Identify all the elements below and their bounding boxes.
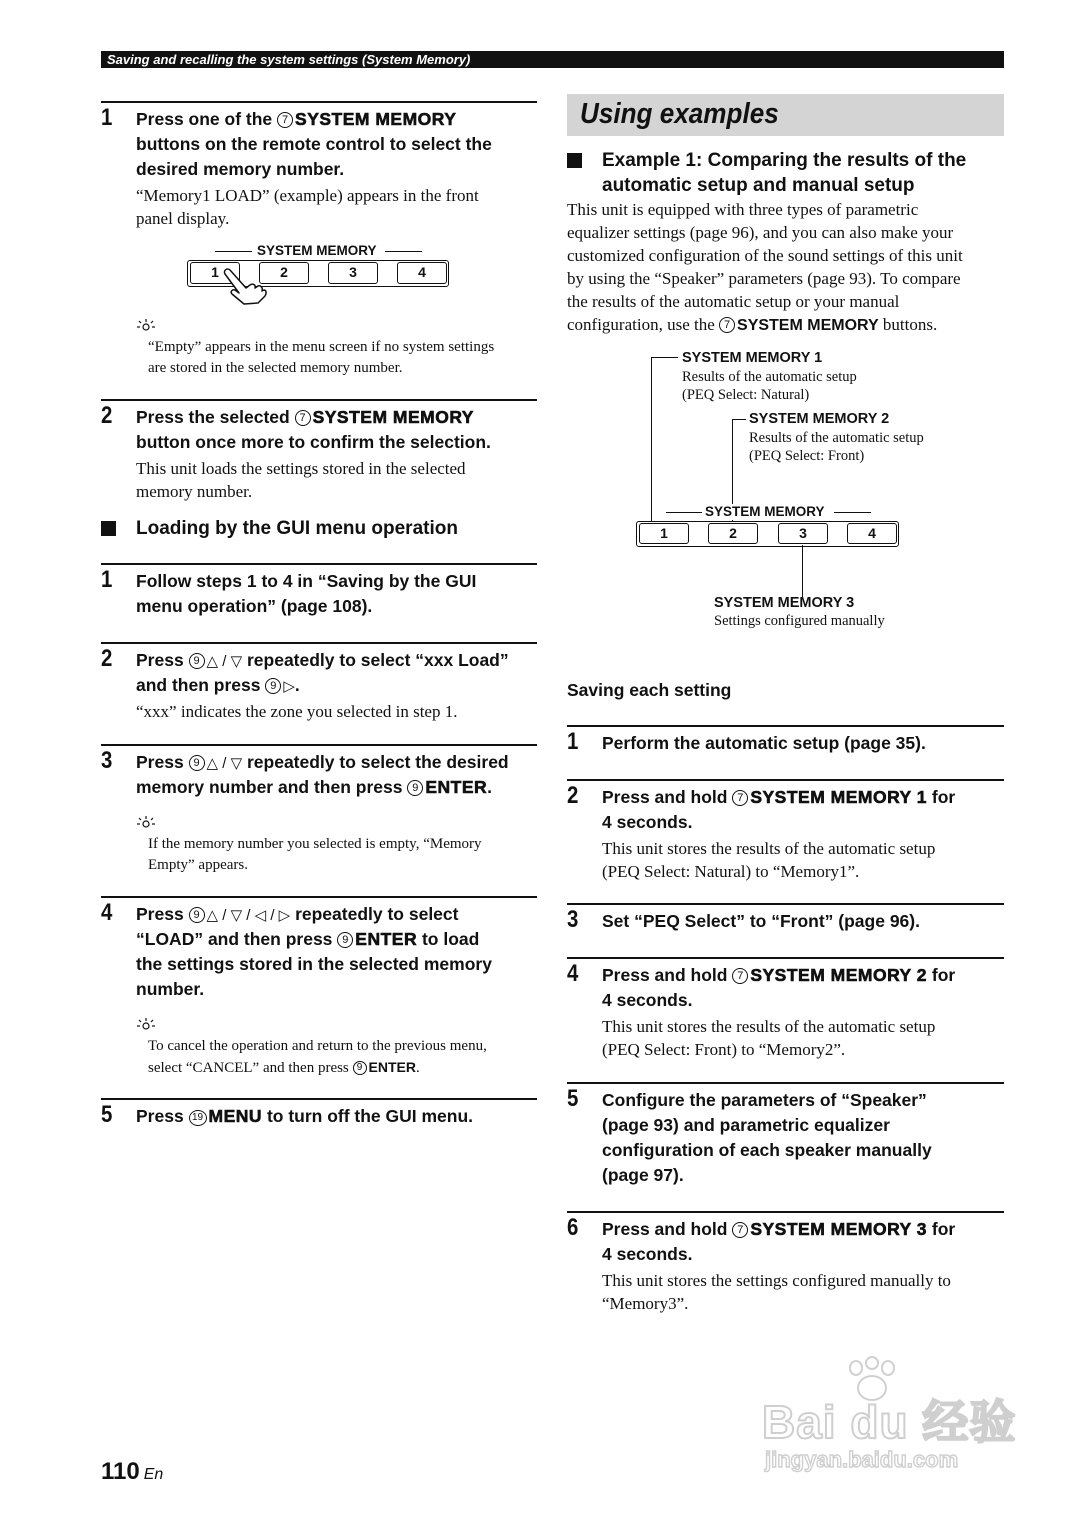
- hint-text: “Empty” appears in the menu screen if no system settings: [148, 339, 495, 355]
- step-rule: [101, 101, 537, 103]
- label-rule: [215, 251, 252, 252]
- hint-icon: [136, 815, 156, 831]
- example-heading: Example 1: Comparing the results of the: [602, 150, 967, 171]
- step-title: [602, 785, 955, 810]
- label-rule: [834, 512, 871, 513]
- step-title-text: to turn off the GUI menu.: [262, 1106, 474, 1126]
- step-number: 2: [101, 402, 113, 429]
- step-rule: [101, 1098, 537, 1100]
- step-rule: [567, 779, 1004, 781]
- step-title-text: memory number and then press: [136, 777, 408, 797]
- step-title-text: Press: [136, 904, 189, 924]
- intro-line: [567, 313, 937, 337]
- step-body: This unit stores the results of the automatic setup: [602, 839, 936, 858]
- step-title-text: .: [294, 675, 300, 695]
- step-rule: [567, 725, 1004, 727]
- step-body: (PEQ Select: Front) to “Memory2”.: [602, 1040, 846, 1059]
- hint-text: To cancel the operation and return to the previous menu,: [148, 1038, 487, 1054]
- step-title-text: Press and hold: [602, 787, 733, 807]
- step-title-line: 4 seconds.: [602, 1244, 693, 1264]
- key-name: SYSTEM MEMORY: [737, 317, 879, 334]
- hint-text-part: .: [415, 1060, 420, 1076]
- step-body: This unit stores the results of the automatic setup: [602, 1017, 936, 1036]
- page-number: [101, 1458, 163, 1486]
- step-title-text: Press and hold: [602, 1219, 733, 1239]
- step-body: “Memory1 LOAD” (example) appears in the front: [136, 186, 479, 205]
- key-name: ENTER: [425, 777, 488, 797]
- step-rule: [101, 642, 537, 644]
- step-title-text: repeatedly to select: [290, 904, 459, 924]
- intro-line: the results of the automatic setup or your manual: [567, 292, 900, 311]
- step-rule: [567, 1211, 1004, 1213]
- memory-button-2: [708, 523, 758, 544]
- step-title-line: the settings stored in the selected memory: [136, 954, 492, 974]
- step-title-line: 4 seconds.: [602, 990, 693, 1010]
- key-name: ENTER: [368, 1059, 416, 1075]
- step-title: [136, 927, 479, 952]
- step-number: 6: [567, 1214, 579, 1241]
- intro-line: This unit is equipped with three types of parametric: [567, 200, 919, 219]
- memory-button-label: 1: [660, 525, 668, 541]
- circled-number: 19: [189, 1110, 207, 1126]
- hint-icon: [136, 318, 156, 334]
- step-rule: [567, 1082, 1004, 1084]
- memory-button-label: 3: [349, 264, 357, 280]
- memory-button-4: [847, 523, 897, 544]
- step-rule: [567, 957, 1004, 959]
- step-title-line: Perform the automatic setup (page 35).: [602, 733, 926, 753]
- step-title-line: (page 93) and parametric equalizer: [602, 1115, 890, 1135]
- step-title-text: .: [487, 777, 493, 797]
- step-title-line: buttons on the remote control to select the: [136, 134, 492, 154]
- step-title-text: for: [927, 1219, 956, 1239]
- step-body: “Memory3”.: [602, 1294, 689, 1313]
- step-title-text: Press one of the: [136, 109, 278, 129]
- page-language: En: [143, 1466, 164, 1483]
- memory-button-label: 2: [280, 264, 288, 280]
- step-number: 2: [567, 782, 579, 809]
- callout-text: Results of the automatic setup: [749, 430, 924, 446]
- memory-button-3: [328, 262, 378, 284]
- step-body: memory number.: [136, 482, 253, 501]
- hint-text: are stored in the selected memory number.: [148, 360, 403, 376]
- step-title-line: Set “PEQ Select” to “Front” (page 96).: [602, 911, 920, 931]
- circled-number: 7: [732, 968, 748, 984]
- circled-number: 9: [189, 907, 205, 923]
- intro-line: by using the “Speaker” parameters (page 93). To compare: [567, 269, 961, 288]
- section-title: Using examples: [580, 98, 779, 130]
- memory-button-3: [778, 523, 828, 544]
- step-title-text: repeatedly to select “xxx Load”: [242, 650, 509, 670]
- intro-line: customized configuration of the sound settings of this unit: [567, 246, 963, 265]
- circled-number: 9: [189, 653, 205, 669]
- circled-number: 7: [277, 112, 293, 128]
- step-body: This unit stores the settings configured manually to: [602, 1271, 951, 1290]
- square-bullet: [101, 521, 116, 536]
- callout-line: [651, 357, 652, 523]
- step-rule: [101, 896, 537, 898]
- step-rule: [101, 399, 537, 401]
- memory-button-label: 4: [868, 525, 876, 541]
- step-title: [136, 775, 492, 800]
- label-rule: [385, 251, 422, 252]
- right-arrow-icon: ▷: [283, 678, 295, 695]
- watermark-logo: Bai du 经验: [762, 1396, 1017, 1448]
- intro-text: configuration, use the: [567, 315, 720, 334]
- circled-number: 9: [407, 780, 423, 796]
- callout-text: Settings configured manually: [714, 613, 885, 629]
- step-title-text: and then press: [136, 675, 266, 695]
- step-title: [136, 648, 509, 674]
- step-title: [136, 902, 458, 928]
- circled-number: 9: [265, 678, 281, 694]
- step-rule: [101, 744, 537, 746]
- step-title-text: Press: [136, 650, 189, 670]
- pointing-hand-icon: [222, 266, 268, 306]
- step-title-line: Follow steps 1 to 4 in “Saving by the GUI: [136, 571, 477, 591]
- hint-text: [148, 1057, 420, 1079]
- callout-line: [802, 545, 803, 598]
- section-title-box: [567, 94, 1004, 136]
- step-body: This unit loads the settings stored in the selected: [136, 459, 466, 478]
- circled-number: 7: [732, 1222, 748, 1238]
- step-title: [602, 1217, 955, 1242]
- step-body: “xxx” indicates the zone you selected in step 1.: [136, 702, 458, 721]
- step-rule: [101, 563, 537, 565]
- step-number: 4: [101, 899, 113, 926]
- step-number: 3: [101, 747, 113, 774]
- button-group-label: SYSTEM MEMORY: [705, 504, 825, 519]
- step-title: [136, 1104, 473, 1129]
- example-heading: automatic setup and manual setup: [602, 175, 915, 196]
- callout-title: SYSTEM MEMORY 3: [714, 595, 855, 611]
- callout-title: SYSTEM MEMORY 2: [749, 411, 890, 427]
- step-title: [136, 750, 509, 776]
- step-title: [136, 673, 300, 699]
- step-title-text: to load: [417, 929, 480, 949]
- step-rule: [567, 903, 1004, 905]
- circled-number: 7: [719, 317, 735, 333]
- intro-line: equalizer settings (page 96), and you can also make your: [567, 223, 954, 242]
- circled-number: 7: [732, 790, 748, 806]
- step-body: panel display.: [136, 209, 230, 228]
- callout-text: (PEQ Select: Front): [749, 448, 865, 464]
- circled-number: 9: [337, 932, 353, 948]
- step-title: [602, 963, 955, 988]
- step-title-text: Press: [136, 1106, 189, 1126]
- step-number: 5: [567, 1085, 579, 1112]
- step-title-text: Press the selected: [136, 407, 295, 427]
- step-title-line: (page 97).: [602, 1165, 684, 1185]
- hint-icon: [136, 1017, 156, 1033]
- key-name: SYSTEM MEMORY 2: [750, 965, 928, 985]
- circled-number: 9: [189, 755, 205, 771]
- step-title-text: for: [927, 787, 956, 807]
- button-group-label: SYSTEM MEMORY: [257, 243, 377, 258]
- memory-button-1: [639, 523, 689, 544]
- step-number: 1: [567, 728, 579, 755]
- page-number-value: 110: [101, 1458, 140, 1485]
- step-title-text: Press: [136, 752, 189, 772]
- step-number: 4: [567, 960, 579, 987]
- cursor-arrows-icon: △ / ▽: [206, 755, 243, 772]
- step-number: 1: [101, 566, 113, 593]
- step-title-line: menu operation” (page 108).: [136, 596, 373, 616]
- callout-line: [651, 357, 678, 358]
- callout-title: SYSTEM MEMORY 1: [682, 350, 823, 366]
- step-title-line: desired memory number.: [136, 159, 345, 179]
- cursor-arrows-icon: △ / ▽ / ◁ / ▷: [206, 907, 291, 924]
- memory-button-label: 1: [211, 264, 219, 280]
- step-title: [136, 107, 456, 132]
- step-title: [136, 405, 474, 430]
- square-bullet: [567, 153, 582, 168]
- running-header: Saving and recalling the system settings (System Memory): [101, 51, 1004, 68]
- step-number: 2: [101, 645, 113, 672]
- step-title-line: Configure the parameters of “Speaker”: [602, 1090, 927, 1110]
- step-number: 1: [101, 104, 113, 131]
- memory-button-4: [397, 262, 447, 284]
- callout-text: Results of the automatic setup: [682, 369, 857, 385]
- hint-text: If the memory number you selected is empty, “Memory: [148, 836, 482, 852]
- watermark-url: jingyan.baidu.com: [765, 1447, 959, 1472]
- hint-text-part: select “CANCEL” and then press: [148, 1060, 353, 1076]
- callout-text: (PEQ Select: Natural): [682, 387, 810, 403]
- key-name: SYSTEM MEMORY: [312, 407, 474, 427]
- saving-heading: Saving each setting: [567, 680, 732, 700]
- step-title-text: repeatedly to select the desired: [242, 752, 509, 772]
- step-title-line: button once more to confirm the selection.: [136, 432, 491, 452]
- memory-button-label: 2: [729, 525, 737, 541]
- label-rule: [666, 512, 702, 513]
- memory-button-label: 4: [418, 264, 426, 280]
- circled-number: 7: [295, 410, 311, 426]
- step-body: (PEQ Select: Natural) to “Memory1”.: [602, 862, 860, 881]
- step-title-text: Press and hold: [602, 965, 733, 985]
- memory-button-label: 3: [799, 525, 807, 541]
- hint-text: Empty” appears.: [148, 857, 248, 873]
- step-title-text: for: [927, 965, 956, 985]
- step-title-line: 4 seconds.: [602, 812, 693, 832]
- step-number: 3: [567, 906, 579, 933]
- step-title-line: number.: [136, 979, 205, 999]
- key-name: SYSTEM MEMORY 3: [750, 1219, 928, 1239]
- cursor-arrows-icon: △ / ▽: [206, 653, 243, 670]
- key-name: MENU: [208, 1106, 263, 1126]
- key-name: SYSTEM MEMORY 1: [750, 787, 928, 807]
- intro-text: buttons.: [878, 315, 938, 334]
- step-title-line: configuration of each speaker manually: [602, 1140, 932, 1160]
- step-number: 5: [101, 1101, 113, 1128]
- key-name: SYSTEM MEMORY: [295, 109, 457, 129]
- key-name: ENTER: [355, 929, 418, 949]
- section-subheading: Loading by the GUI menu operation: [136, 518, 458, 539]
- callout-line: [732, 419, 746, 420]
- circled-number: 9: [353, 1061, 367, 1075]
- step-title-text: “LOAD” and then press: [136, 929, 338, 949]
